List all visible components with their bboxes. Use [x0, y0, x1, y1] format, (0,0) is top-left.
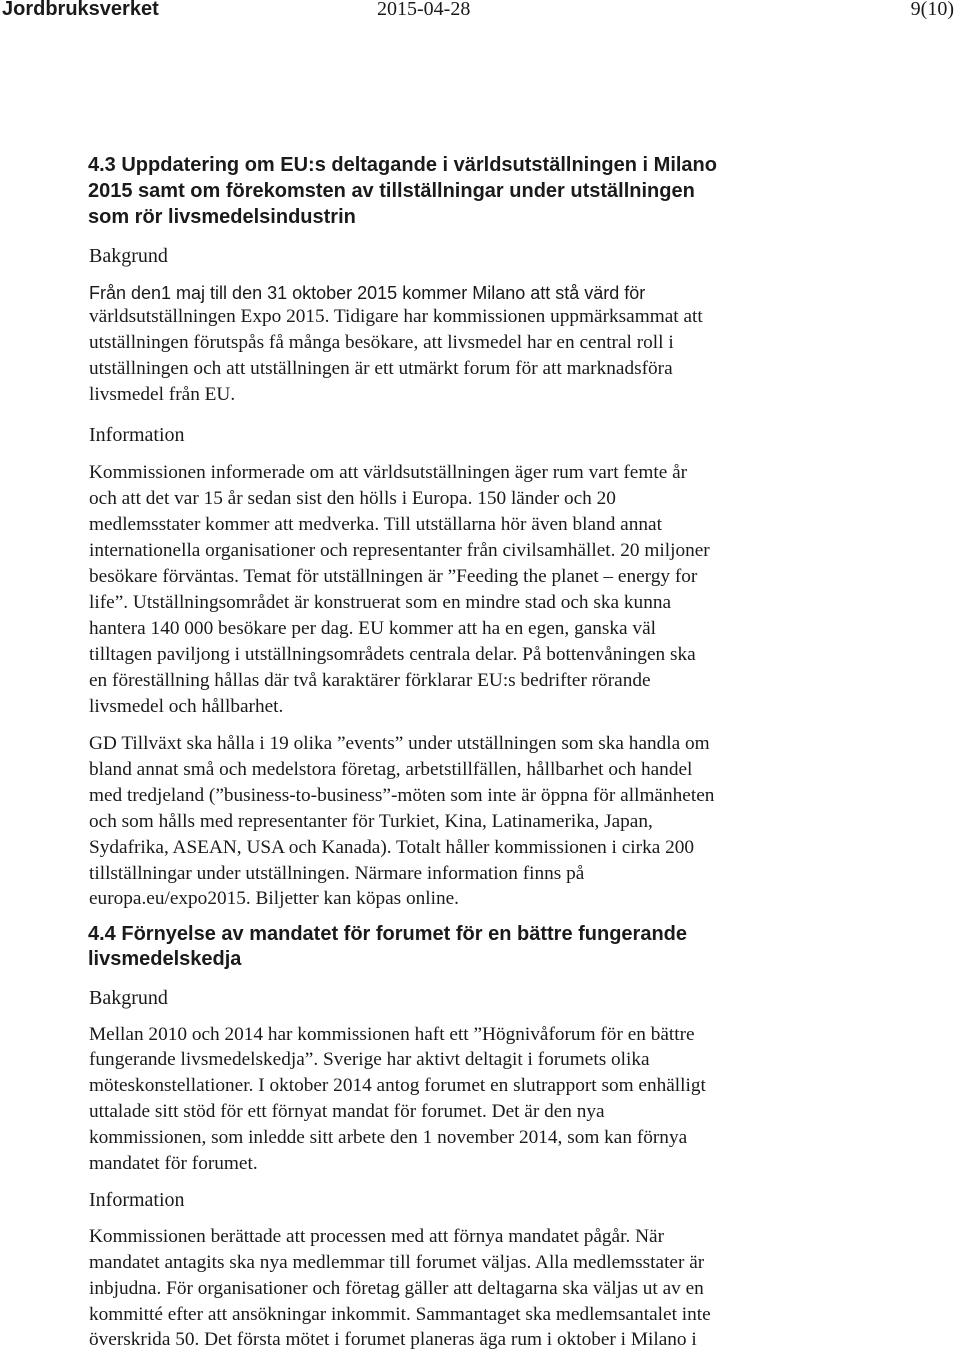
paragraph-line: med tredjeland (”business-to-business”-möten som inte är öppna för allmänheten [89, 785, 715, 806]
paragraph-line: europa.eu/expo2015. Biljetter kan köpas online. [89, 888, 459, 909]
information-label: Information [89, 1189, 185, 1211]
paragraph-line: Från den1 maj till den 31 oktober 2015 kommer Milano att stå värd för [89, 283, 646, 303]
section-heading-line: som rör livsmedelsindustrin [88, 206, 356, 228]
section-heading-line: 4.3 Uppdatering om EU:s deltagande i världsutställningen i Milano [88, 154, 717, 176]
paragraph-line: världsutställningen Expo 2015. Tidigare har kommissionen uppmärksammat att [89, 306, 703, 327]
section-heading-line: 2015 samt om förekomsten av tillställningar under utställningen [88, 180, 695, 202]
paragraph-line: livsmedel och hållbarhet. [89, 696, 284, 717]
paragraph-line: tilltagen paviljong i utställningsområdets centrala delar. På bottenvåningen ska [89, 644, 696, 665]
paragraph-line: Kommissionen berättade att processen med att förnya mandatet pågår. När [89, 1226, 665, 1247]
document-date: 2015-04-28 [377, 0, 471, 20]
paragraph-line: inbjudna. För organisationer och företag gäller att deltagarna ska väljas ut av en [89, 1278, 704, 1299]
section-heading-line: livsmedelskedja [88, 948, 242, 970]
paragraph-line: tillställningar under utställningen. Närmare information finns på [89, 863, 585, 884]
paragraph-line: bland annat små och medelstora företag, arbetstillfällen, hållbarhet och handel [89, 759, 693, 780]
paragraph-line: hantera 140 000 besökare per dag. EU kommer att ha en egen, ganska väl [89, 618, 656, 639]
paragraph-line: och som hålls med representanter för Turkiet, Kina, Latinamerika, Japan, [89, 811, 653, 832]
paragraph-line: Mellan 2010 och 2014 har kommissionen haft ett ”Högnivåforum för en bättre [89, 1024, 695, 1045]
paragraph-line: Sydafrika, ASEAN, USA och Kanada). Totalt håller kommissionen i cirka 200 [89, 837, 695, 858]
paragraph-line: utställningen och att utställningen är ett utmärkt forum för att marknadsföra [89, 358, 673, 379]
paragraph-line: internationella organisationer och representanter från civilsamhället. 20 miljoner [89, 540, 710, 561]
information-label: Information [89, 424, 185, 446]
paragraph-line: kommitté efter att ansökningar inkommit. Sammantaget ska medlemsantalet inte [89, 1304, 711, 1325]
paragraph-line: mandatet antagits ska nya medlemmar till forumet väljas. Alla medlemsstater är [89, 1252, 705, 1273]
paragraph-line: utställningen förutspås få många besökare, att livsmedel har en central roll i [89, 332, 674, 353]
paragraph-line: mandatet för forumet. [89, 1153, 258, 1174]
paragraph-line: en föreställning hållas där två karaktärer förklarar EU:s bedrifter rörande [89, 670, 651, 691]
background-label: Bakgrund [89, 987, 168, 1009]
paragraph-line: life”. Utställningsområdet är konstruerat som en mindre stad och ska kunna [89, 592, 672, 613]
organization-name: Jordbruksverket [2, 0, 159, 20]
section-heading-line: 4.4 Förnyelse av mandatet för forumet för en bättre fungerande [88, 923, 688, 945]
paragraph-line: livsmedel från EU. [89, 384, 236, 405]
paragraph-line: och att det var 15 år sedan sist den hölls i Europa. 150 länder och 20 [89, 488, 616, 509]
paragraph-line: överskrida 50. Det första mötet i forumet planeras äga rum i oktober i Milano i [89, 1329, 697, 1350]
paragraph-line: Kommissionen informerade om att världsutställningen äger rum vart femte år [89, 462, 688, 483]
page-number: 9(10) [910, 0, 954, 20]
page-header [0, 0, 960, 26]
paragraph-line: uttalade sitt stöd för ett förnyat mandat för forumet. Det är den nya [89, 1101, 605, 1122]
paragraph-line: GD Tillväxt ska hålla i 19 olika ”events” under utställningen som ska handla om [89, 733, 710, 754]
paragraph-line: medlemsstater kommer att medverka. Till utställarna hör även bland annat [89, 514, 662, 535]
paragraph-line: besökare förväntas. Temat för utställningen är ”Feeding the planet – energy for [89, 566, 698, 587]
paragraph-line: fungerande livsmedelskedja”. Sverige har aktivt deltagit i forumets olika [89, 1049, 650, 1070]
paragraph-line: kommissionen, som inledde sitt arbete den 1 november 2014, som kan förnya [89, 1127, 688, 1148]
paragraph-line: möteskonstellationer. I oktober 2014 antog forumet en slutrapport som enhälligt [89, 1075, 706, 1096]
background-label: Bakgrund [89, 245, 168, 267]
